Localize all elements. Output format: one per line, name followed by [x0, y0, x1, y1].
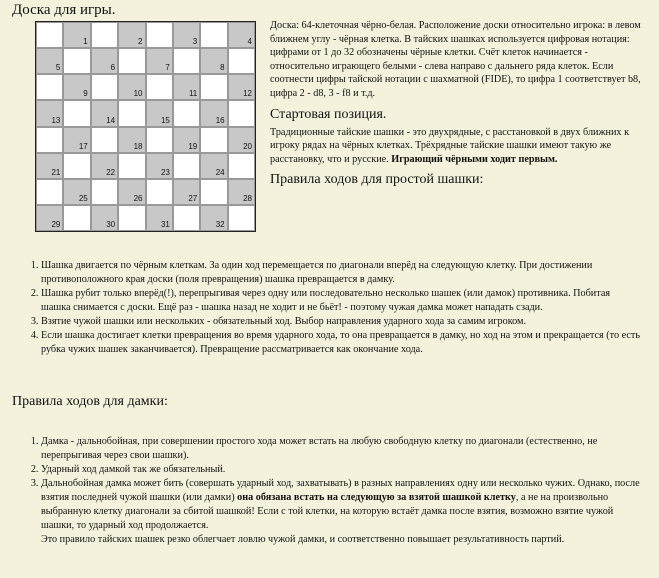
cell-number: 16 — [215, 115, 225, 125]
board-cell-light — [36, 74, 63, 100]
simple-rule-item: 4. Если шашка достигает клетки превращения во время ударного хода, то она превращается в дамку, но ход на этом и прекращается (то есть рубка чужих шашек заканчивается). Превращение рассматривается как окончание хода. — [41, 329, 641, 357]
board-cell-dark — [118, 74, 145, 100]
cell-number: 30 — [106, 220, 116, 229]
king-rule-item: 3. Дальнобойная дамка может бить (совершать ударный ход, захватывать) в разных направлениях одну или несколько чужих. Однако, после взятия последней чужой шашки (или дамки) она обязана встать на следующую за взятой шашкой клетку, а не на произвольно выбранную клетку диагонали за сбитой шашкой! Если с той клетки, на которую встаёт дамка после взятия, возможно взятие чужой шашки, то ударный ход продолжается. Это правило тайских шашек резко облегчает ловлю чужой дамки, и соответственно повышает результативность партий. — [41, 477, 641, 547]
cell-number: 24 — [215, 167, 225, 177]
board-cell-dark — [146, 48, 173, 74]
king-rules-list — [0, 435, 641, 547]
board-cell-dark — [63, 179, 90, 205]
cell-number: 19 — [188, 141, 198, 151]
board-cell-light — [200, 179, 227, 205]
board-cell-light — [173, 48, 200, 74]
board-cell-dark — [36, 205, 63, 231]
cell-number: 12 — [243, 89, 252, 99]
board-cell-dark — [118, 127, 145, 153]
king-rules-title: Правила ходов для дамки: — [12, 394, 168, 409]
board-cell-dark — [200, 153, 227, 179]
board-cell-dark — [228, 127, 255, 153]
board-cell-dark — [146, 153, 173, 179]
king-rules-list-block — [0, 435, 659, 547]
cell-number: 9 — [83, 89, 88, 99]
board-cell-light — [200, 127, 227, 153]
board-cell-light — [228, 48, 255, 74]
board-cell-dark — [146, 205, 173, 231]
cell-number: 8 — [220, 63, 225, 73]
cell-number: 4 — [247, 37, 252, 47]
board-cell-dark — [173, 22, 200, 48]
cell-number: 2 — [138, 37, 143, 47]
board-cell-dark — [173, 74, 200, 100]
board-cell-light — [63, 153, 90, 179]
board-cell-light — [91, 22, 118, 48]
board-cell-light — [118, 100, 145, 126]
simple-rules-title: Правила ходов для простой шашки: — [270, 172, 484, 188]
cell-number: 11 — [188, 89, 198, 99]
board-cell-light — [91, 127, 118, 153]
simple-rules-list — [0, 259, 641, 357]
cell-number: 7 — [165, 63, 170, 73]
board-cell-light — [146, 179, 173, 205]
cell-number: 22 — [106, 167, 116, 177]
board-cell-dark — [118, 179, 145, 205]
cell-number: 17 — [78, 141, 88, 151]
cell-number: 32 — [215, 220, 225, 229]
board-cell-light — [118, 205, 145, 231]
cell-number: 3 — [192, 37, 198, 47]
simple-rule-item: 1. Шашка двигается по чёрным клеткам. За один ход перемещается по диагонали вперёд на следующую клетку. При достижении противоположного края доски (поля превращения) шашка превращается в дамку. — [41, 259, 641, 287]
cell-number: 26 — [133, 193, 143, 203]
board-cell-light — [228, 153, 255, 179]
king-rule-note: Это правило тайских шашек резко облегчает ловлю чужой дамки, и соответственно повышает результативность партий. — [41, 534, 565, 545]
board-cell-light — [173, 205, 200, 231]
cell-number: 15 — [160, 115, 170, 125]
cell-number: 23 — [160, 167, 170, 177]
cell-number: 21 — [51, 167, 61, 177]
board-cell-light — [146, 74, 173, 100]
board-cell-dark — [118, 22, 145, 48]
cell-number: 13 — [51, 115, 61, 125]
board-cell-dark — [200, 205, 227, 231]
board-cell-light — [146, 127, 173, 153]
checkers-board — [35, 21, 256, 232]
board-cell-dark — [63, 22, 90, 48]
cell-number: 10 — [133, 89, 143, 99]
cell-number: 28 — [243, 193, 252, 203]
board-cell-light — [173, 100, 200, 126]
board-cell-light — [36, 127, 63, 153]
board-cell-light — [118, 153, 145, 179]
board-cell-light — [36, 179, 63, 205]
board-cell-light — [200, 22, 227, 48]
board-cell-light — [36, 22, 63, 48]
board-cell-dark — [36, 100, 63, 126]
board-cell-light — [228, 205, 255, 231]
simple-rules-list-block — [0, 259, 659, 357]
board-cell-light — [228, 100, 255, 126]
board-cell-dark — [91, 205, 118, 231]
board-cell-dark — [91, 153, 118, 179]
board-cell-light — [118, 48, 145, 74]
board-cell-dark — [146, 100, 173, 126]
cell-number: 1 — [83, 37, 88, 47]
board-cell-dark — [36, 153, 63, 179]
board-cell-dark — [200, 100, 227, 126]
start-position-text: Традиционные тайские шашки - это двухрядные, с расстановкой в двух ближних к игроку рядах на чёрных клетках. Трёхрядные тайские шашки имеют такую же расстановку, что и русские. Играющий чёрными ходит первым. — [270, 126, 630, 165]
board-description-block — [270, 19, 648, 191]
page-title: Доска для игры. — [12, 2, 116, 18]
cell-number: 25 — [78, 193, 88, 203]
board-cell-dark — [228, 179, 255, 205]
board-cell-light — [91, 74, 118, 100]
board-cell-dark — [173, 179, 200, 205]
board-cell-dark — [228, 22, 255, 48]
board-cell-dark — [63, 74, 90, 100]
king-rule-item: 2. Ударный ход дамкой так же обязательный. — [41, 463, 641, 477]
cell-number: 20 — [243, 141, 252, 151]
board-cell-light — [63, 48, 90, 74]
king-rule-bold: она обязана встать на следующую за взятой шашкой клетку — [237, 492, 516, 503]
board-cell-dark — [200, 48, 227, 74]
board-cell-dark — [228, 74, 255, 100]
cell-number: 5 — [55, 63, 61, 73]
board-cell-light — [146, 22, 173, 48]
cell-number: 6 — [110, 63, 116, 73]
king-rule-item: 1. Дамка - дальнобойная, при совершении простого хода может встать на любую свободную клетку по диагонали (естественно, не перепрыгивая через свои шашки). — [41, 435, 641, 463]
board-cell-light — [91, 179, 118, 205]
board-cell-light — [63, 100, 90, 126]
cell-number: 18 — [133, 141, 143, 151]
cell-number: 14 — [106, 115, 116, 125]
start-position-title: Стартовая позиция. — [270, 106, 387, 122]
board-cell-light — [200, 74, 227, 100]
board-cell-dark — [91, 100, 118, 126]
cell-number: 29 — [51, 220, 61, 229]
start-position-bold: Играющий чёрными ходит первым. — [391, 153, 558, 165]
board-description: Доска: 64-клеточная чёрно-белая. Расположение доски относительно игрока: в левом ближнем углу - чёрная клетка. В тайских шашках используется цифровая нотация: цифрами от 1 до 32 обозначены чёрные клетки. Счёт клеток начинается - относительно играющего белыми - слева направо с дальнего ряда клеток. Если соотнести цифры тайской нотации с шахматной (FIDE), то цифра 1 соответствует b8, цифра 2 - d8, 3 - f8 и т.д. — [270, 20, 641, 99]
board-cell-dark — [36, 48, 63, 74]
board-cell-dark — [173, 127, 200, 153]
cell-number: 31 — [160, 220, 170, 229]
board-cell-light — [173, 153, 200, 179]
board-cell-dark — [63, 127, 90, 153]
simple-rule-item: 2. Шашка рубит только вперёд(!), перепрыгивая через одну или последовательно несколько шашек (или дамок) противника. Побитая шашка снимается с доски. Ещё раз - шашка назад не ходит и не бьёт! - поэтому чужая дамка может нападать сзади. — [41, 287, 641, 315]
board-cell-light — [63, 205, 90, 231]
board-cell-dark — [91, 48, 118, 74]
cell-number: 27 — [188, 193, 198, 203]
simple-rule-item: 3. Взятие чужой шашки или нескольких - обязательный ход. Выбор направления ударного хода за самим игроком. — [41, 315, 641, 329]
